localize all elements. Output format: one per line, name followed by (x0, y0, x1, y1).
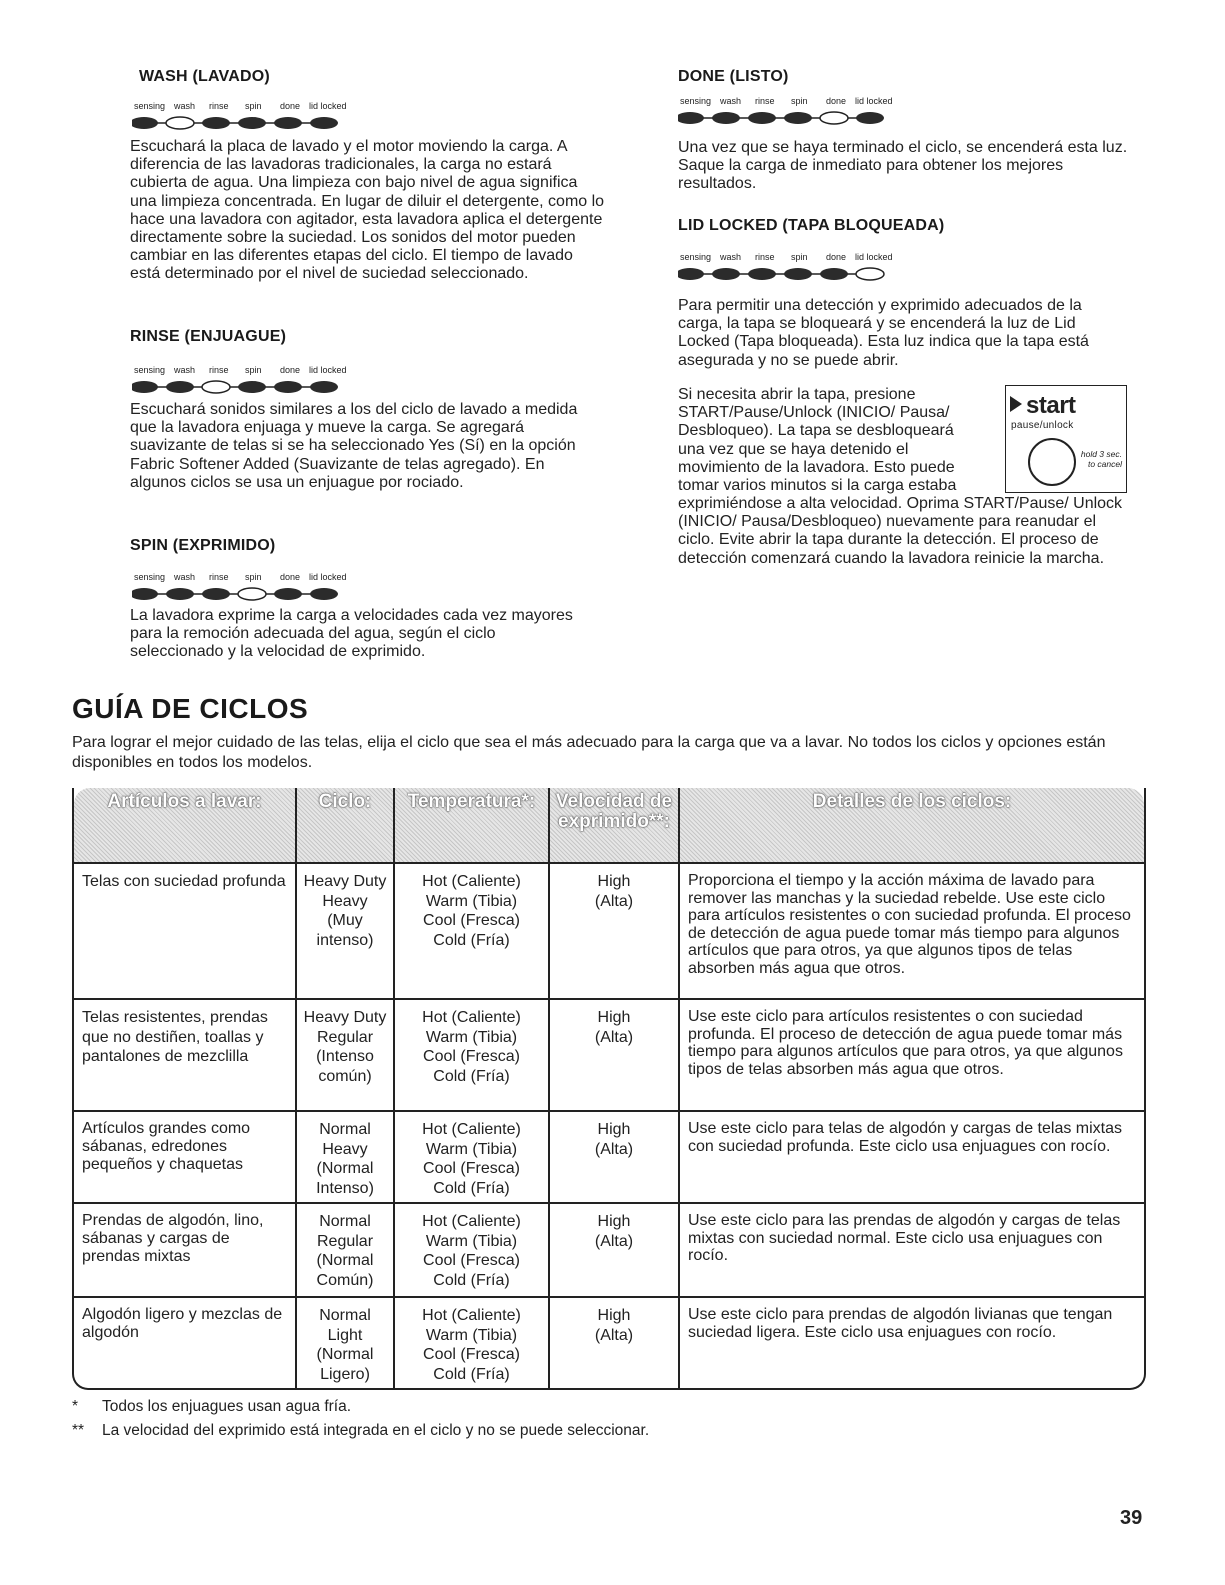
indicator-light-off (784, 268, 812, 280)
indicator-light-on (238, 588, 266, 600)
row-details: Use este ciclo para prendas de algodón livianas que tengan suciedad ligera. Este ciclo usa enjuagues con rocío. (679, 1297, 1144, 1389)
indicator-light-on (820, 112, 848, 124)
indicator-label: wash (174, 572, 196, 582)
indicator-light-off (310, 117, 338, 129)
rinse-indicator (132, 363, 357, 402)
indicator-light-off (166, 588, 194, 600)
lid-locked-text-2: Si necesita abrir la tapa, presione START/Pause/Unlock (INICIO/ Pausa/ Desbloqueo). La tapa se desbloqueará una vez que se haya detenido el movimiento de la lavadora. Esto puede tomar varios minutos si la carga estaba (678, 386, 957, 495)
indicator-light-off (310, 588, 338, 600)
status-lights-icon (132, 99, 357, 133)
row-items: Telas con suciedad profunda (74, 863, 296, 999)
row-details: Use este ciclo para telas de algodón y cargas de telas mixtas con suciedad profunda. Este ciclo usa enjuagues con rocío. (679, 1111, 1144, 1203)
row-items: Artículos grandes como sábanas, edredones pequeños y chaquetas (74, 1111, 296, 1203)
start-label: start (1026, 392, 1076, 419)
indicator-label: rinse (755, 96, 775, 106)
status-lights-icon (132, 570, 357, 604)
indicator-light-off (712, 268, 740, 280)
spin-title: SPIN (EXPRIMIDO) (130, 537, 276, 554)
row-spin-speed: High (Alta) (549, 999, 679, 1111)
indicator-label: done (826, 252, 847, 262)
indicator-label: lid locked (855, 252, 893, 262)
footnote-2: ** La velocidad del exprimido está integrada en el ciclo y no se puede seleccionar. (72, 1422, 650, 1439)
pause-unlock-label: pause/unlock (1011, 420, 1074, 431)
indicator-light-on (856, 268, 884, 280)
cycle-guide-table (72, 788, 1146, 1390)
indicator-light-off (678, 112, 704, 124)
indicator-light-off (856, 112, 884, 124)
table-row (74, 863, 1144, 999)
header-temperature: Temperatura*: (394, 788, 549, 863)
indicator-label: spin (791, 252, 808, 262)
indicator-light-off (132, 117, 158, 129)
row-temperature: Hot (Caliente) Warm (Tibia) Cool (Fresca) Cold (Fría) (394, 1203, 549, 1297)
indicator-label: rinse (209, 101, 229, 111)
hold-to-cancel-text: hold 3 sec. to cancel (1080, 449, 1122, 469)
indicator-light-on (166, 117, 194, 129)
indicator-label: rinse (755, 252, 775, 262)
start-button-illustration (1005, 385, 1127, 493)
spin-text: La lavadora exprime la carga a velocidades cada vez mayores para la remoción adecuada del agua, según el ciclo seleccionado y la velocidad de exprimido. (130, 607, 573, 661)
indicator-label: lid locked (309, 572, 347, 582)
status-lights-icon (678, 94, 903, 128)
indicator-label: lid locked (309, 365, 347, 375)
row-cycle: Normal Light (Normal Ligero) (296, 1297, 394, 1389)
row-temperature: Hot (Caliente) Warm (Tibia) Cool (Fresca) Cold (Fría) (394, 863, 549, 999)
wash-text: Escuchará la placa de lavado y el motor moviendo la carga. A diferencia de las lavadoras tradicionales, la carga no estará cubierta de agua. Una limpieza con bajo nivel de agua significa una limpieza concentrada. En lugar de diluir el detergente, como lo hace una lavadora con agitador, esta lavadora aplica el detergente directamente sobre la suciedad. Los sonidos del motor pueden cambiar en las diferentes etapas del ciclo. El tiempo de lavado está determinado por el nivel de suciedad seleccionado. (130, 138, 605, 283)
footnote-1: * Todos los enjuagues usan agua fría. (72, 1398, 352, 1415)
row-cycle: Normal Regular (Normal Común) (296, 1203, 394, 1297)
status-lights-icon (132, 363, 357, 397)
row-cycle: Normal Heavy (Normal Intenso) (296, 1111, 394, 1203)
row-spin-speed: High (Alta) (549, 1111, 679, 1203)
indicator-label: sensing (134, 365, 166, 375)
table-row (74, 1111, 1144, 1203)
indicator-light-off (310, 381, 338, 393)
done-title: DONE (LISTO) (678, 68, 789, 85)
indicator-light-on (202, 381, 230, 393)
indicator-light-off (678, 268, 704, 280)
indicator-label: sensing (680, 96, 712, 106)
indicator-light-off (238, 117, 266, 129)
indicator-label: done (280, 365, 301, 375)
indicator-label: wash (174, 101, 196, 111)
rinse-text: Escuchará sonidos similares a los del ciclo de lavado a medida que la lavadora enjuaga y mueve la carga. Se agregará suavizante de telas si se ha seleccionado Yes (Sí) en la opción Fabric Softener Added (Suavizante de telas agregado). En algunos ciclos se usa un enjuague por rociado. (130, 401, 578, 491)
indicator-label: sensing (680, 252, 712, 262)
indicator-light-off (748, 268, 776, 280)
indicator-label: spin (791, 96, 808, 106)
indicator-light-off (274, 588, 302, 600)
indicator-label: sensing (134, 101, 166, 111)
lid-locked-indicator (678, 250, 903, 289)
indicator-label: rinse (209, 572, 229, 582)
lid-locked-text: Para permitir una detección y exprimido adecuados de la carga, la tapa se bloqueará y se encenderá la luz de Lid Locked (Tapa bloqueada). Esta luz indica que la tapa está asegurada y no se puede abrir. (678, 297, 1089, 369)
indicator-label: spin (245, 365, 262, 375)
indicator-label: done (280, 572, 301, 582)
header-spin-speed: Velocidad de exprimido**: (549, 788, 679, 863)
row-items: Prendas de algodón, lino, sábanas y cargas de prendas mixtas (74, 1203, 296, 1297)
indicator-label: done (280, 101, 301, 111)
row-temperature: Hot (Caliente) Warm (Tibia) Cool (Fresca) Cold (Fría) (394, 999, 549, 1111)
guide-intro: Para lograr el mejor cuidado de las telas, elija el ciclo que sea el más adecuado para la carga que va a lavar. No todos los ciclos y opciones están disponibles en todos los modelos. (72, 734, 1106, 771)
indicator-light-off (784, 112, 812, 124)
row-cycle: Heavy Duty Heavy (Muy intenso) (296, 863, 394, 999)
row-details: Use este ciclo para las prendas de algodón y cargas de telas mixtas con suciedad normal. Este ciclo usa enjuagues con rocío. (679, 1203, 1144, 1297)
indicator-light-off (820, 268, 848, 280)
indicator-light-off (166, 381, 194, 393)
indicator-label: spin (245, 101, 262, 111)
row-items: Telas resistentes, prendas que no destiñen, toallas y pantalones de mezclilla (74, 999, 296, 1111)
indicator-label: wash (174, 365, 196, 375)
done-indicator (678, 94, 903, 133)
indicator-label: done (826, 96, 847, 106)
indicator-label: spin (245, 572, 262, 582)
spin-indicator (132, 570, 357, 609)
row-details: Proporciona el tiempo y la acción máxima de lavado para remover las manchas y la suciedad rebelde. Use este ciclo para artículos resistentes o con suciedad profunda. El proceso de detección de agua puede tomar más tiempo para algunos artículos que para otros, ya que algunos tipos de telas absorben más agua que otros. (679, 863, 1144, 999)
header-details: Detalles de los ciclos: (679, 788, 1144, 863)
page-number: 39 (1120, 1507, 1143, 1529)
start-circle-button (1028, 438, 1076, 486)
status-lights-icon (678, 250, 903, 284)
indicator-label: lid locked (855, 96, 893, 106)
row-details: Use este ciclo para artículos resistentes o con suciedad profunda. El proceso de detección de agua puede tomar más tiempo para algunos artículos que para otros, ya que algunos tipos de telas absorben más agua que otros. (679, 999, 1144, 1111)
indicator-light-off (238, 381, 266, 393)
table-header-row (74, 788, 1144, 863)
lid-locked-text-3: exprimiéndose a alta velocidad. Oprima START/Pause/ Unlock (INICIO/ Pausa/Desbloqueo) nuevamente para reanudar el ciclo. Evite abrir la tapa durante la detección. El proceso de detección comenzará cuando la lavadora reinicie la marcha. (678, 495, 1123, 567)
indicator-label: wash (720, 252, 742, 262)
indicator-light-off (274, 117, 302, 129)
indicator-label: rinse (209, 365, 229, 375)
row-temperature: Hot (Caliente) Warm (Tibia) Cool (Fresca) Cold (Fría) (394, 1111, 549, 1203)
indicator-light-off (202, 117, 230, 129)
indicator-light-off (132, 381, 158, 393)
wash-title: WASH (LAVADO) (139, 68, 270, 85)
indicator-label: wash (720, 96, 742, 106)
header-cycle: Ciclo: (296, 788, 394, 863)
wash-indicator (132, 99, 357, 138)
row-cycle: Heavy Duty Regular (Intenso común) (296, 999, 394, 1111)
done-text: Una vez que se haya terminado el ciclo, se encenderá esta luz. Saque la carga de inmediato para obtener los mejores resultados. (678, 139, 1128, 193)
indicator-light-off (202, 588, 230, 600)
table-row (74, 1297, 1144, 1389)
indicator-light-off (274, 381, 302, 393)
indicator-light-off (712, 112, 740, 124)
lid-locked-title: LID LOCKED (TAPA BLOQUEADA) (678, 217, 945, 234)
rinse-title: RINSE (ENJUAGUE) (130, 328, 287, 345)
row-spin-speed: High (Alta) (549, 863, 679, 999)
guide-title: GUÍA DE CICLOS (72, 693, 309, 724)
indicator-light-off (748, 112, 776, 124)
header-articles: Artículos a lavar: (74, 788, 296, 863)
row-spin-speed: High (Alta) (549, 1203, 679, 1297)
table-row (74, 999, 1144, 1111)
row-items: Algodón ligero y mezclas de algodón (74, 1297, 296, 1389)
row-spin-speed: High (Alta) (549, 1297, 679, 1389)
start-play-icon (1010, 392, 1076, 420)
row-temperature: Hot (Caliente) Warm (Tibia) Cool (Fresca) Cold (Fría) (394, 1297, 549, 1389)
indicator-label: lid locked (309, 101, 347, 111)
indicator-light-off (132, 588, 158, 600)
table-row (74, 1203, 1144, 1297)
indicator-label: sensing (134, 572, 166, 582)
